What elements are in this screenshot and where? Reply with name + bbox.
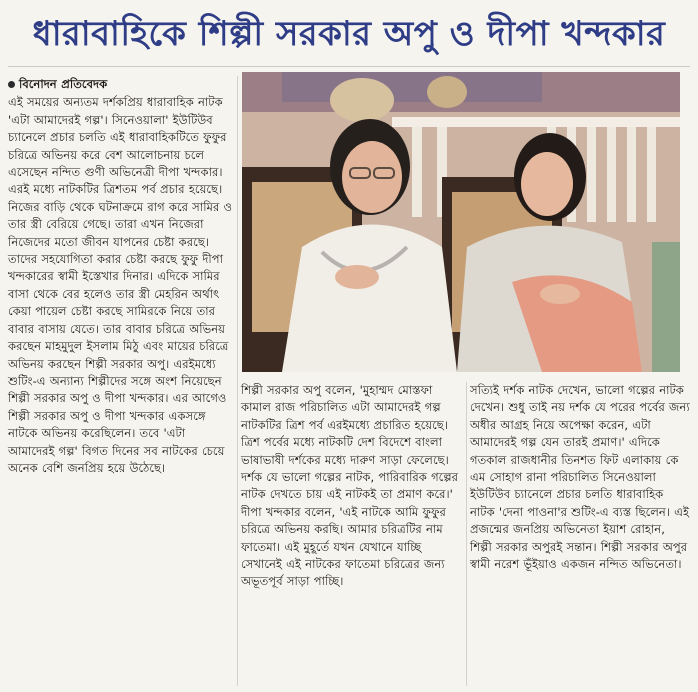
article-column-1 xyxy=(8,76,234,477)
article-text-col1: এই সময়ের অন্যতম দর্শকপ্রিয় ধারাবাহিক নাটক 'এটা আমাদেরই গল্প'। সিনেওয়ালা' ইউটিউব চ্যানেলে প্রচার চলতি এই ধারাবাহিকটিতে ফুফুর চরিত্রে অভিনয় করে বেশ আলোচনায় চলে এসেছেন নন্দিত গুণী অভিনেত্রী দীপা খন্দকার। এরই মধ্যে নাটকটির ত্রিশতম পর্ব প্রচার হয়েছে। নিজের বাড়ি থেকে ঘটনাক্রমে রাগ করে সামির ও তার স্ত্রী বেরিয়ে গেছে। তারা এখন নিজেরা নিজেদের মতো জীবন যাপনের চেষ্টা করছে। তাদের সহযোগিতা করার চেষ্টা করছে ফুফু দীপা খন্দকারের স্বামী ইস্তেখার দিনার। এদিকে সামির বাসা থেকে বের হলেও তার স্ত্রী মেহরিন অর্থাৎ কেয়া পায়েল চেষ্টা করছে সামিরকে নিয়ে তার বাবার বাসায় যেতে। তার বাবার চরিত্রে অভিনয় করছেন মাহমুদুল ইসলাম মিঠু এবং মায়ের চরিত্রে অভিনয় করছেন শিল্পী সরকার অপু। এরইমধ্যে শুটিং-এ অন্যান্য শিল্পীদের সঙ্গে অংশ নিয়েছেন শিল্পী সরকার অপু ও দীপা খন্দকার। এর আগেও শিল্পী সরকার অপু ও দীপা খন্দকার একসঙ্গে নাটকে অভিনয় করেছিলেন। তবে 'এটা আমাদেরই গল্প' বিগত দিনের সব নাটকের চেয়ে অনেক বেশি জনপ্রিয় হয়ে উঠেছে। xyxy=(8,95,233,475)
article-text-col3: সত্যিই দর্শক নাটক দেখেন, ভালো গল্পের নাটক দেখেন। শুধু তাই নয় দর্শক যে পরের পর্বের জন্য অধীর আগ্রহ নিয়ে অপেক্ষা করেন, এটা আমাদেরই গল্প যেন তারই প্রমাণ।' এদিকে গতকাল রাজধানীর তিনশত ফিট এলাকায় কে এম সোহাগ রানা পরিচালিত সিনেওয়ালা ইউটিউব চ্যানেলে প্রচার চলতি ধারাবাহিক নাটক 'দেনা পাওনা'র শুটিং-এ ব্যস্ত ছিলেন। এই প্রজন্মের জনপ্রিয় অভিনেতা ইয়াশ রোহান, শিল্পী সরকার অপুরই সন্তান। শিল্পী সরকার অপুর স্বামী নরেশ ভূঁইয়াও একজন নন্দিত অভিনেতা। xyxy=(470,383,690,572)
article-photo xyxy=(242,72,680,372)
article-text-col2: শিল্পী সরকার অপু বলেন, 'মুহাম্মদ মোস্তফা কামাল রাজ পরিচালিত এটা আমাদেরই গল্প নাটকটির ত্রিশ পর্ব এরইমধ্যে প্রচারিত হয়েছে। ত্রিশ পর্বের মধ্যে নাটকটি দেশ বিদেশে বাংলা ভাষাভাষী দর্শকের মধ্যে দারুণ সাড়া ফেলেছে। দর্শক যে ভালো গল্পের নাটক, পারিবারিক গল্পের নাটক দেখতে চায় এই নাটকই তা প্রমাণ করে।' দীপা খন্দকার বলেন, 'এই নাটকে আমি ফুফুর চরিত্রে অভিনয় করছি। আমার চরিত্রটির নাম ফাতেমা। এই মুহূর্তে যখন যেখানে যাচ্ছি সেখানেই এই নাটকের ফাতেমা চরিত্রের জন্য অভূতপূর্ব সাড়া পাচ্ছি। xyxy=(241,383,458,589)
bullet-icon xyxy=(8,81,15,88)
byline-text: বিনোদন প্রতিবেদক xyxy=(19,77,108,91)
photo-illustration xyxy=(242,72,680,372)
article-column-3 xyxy=(470,382,690,573)
headline: ধারাবাহিকে শিল্পী সরকার অপু ও দীপা খন্দকার xyxy=(32,14,666,54)
headline-rule xyxy=(8,66,690,67)
byline xyxy=(8,76,234,93)
article-column-2 xyxy=(241,382,461,591)
column-divider xyxy=(237,76,238,686)
column-divider xyxy=(466,382,467,686)
